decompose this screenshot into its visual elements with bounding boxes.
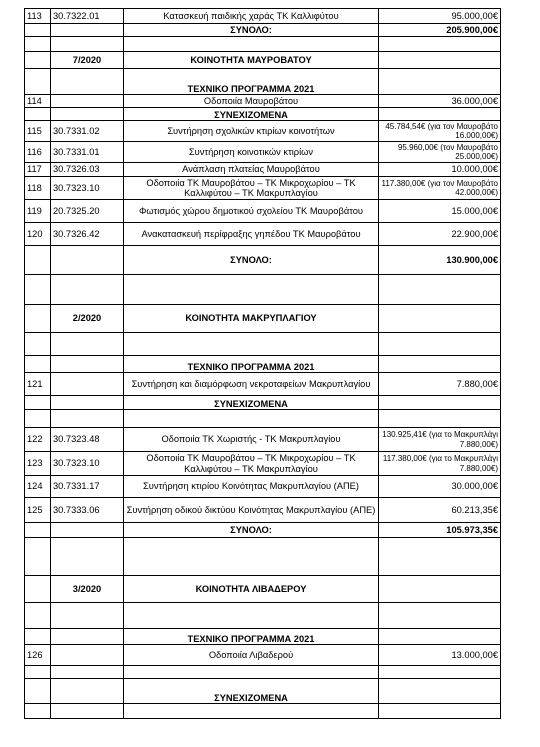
total-amount: 105.973,35€ <box>379 523 501 538</box>
budget-code: 30.7323.10 <box>51 177 124 200</box>
total-label: ΣΥΝΟΛΟ: <box>124 523 379 538</box>
community-name: ΚΟΙΝΟΤΗΤΑ ΜΑΥΡΟΒΑΤΟΥ <box>124 52 379 69</box>
program-title: ΤΕΧΝΙΚΟ ΠΡΟΓΡΑΜΜΑ 2021 <box>124 69 379 95</box>
budget-code <box>51 373 124 396</box>
program-heading-row <box>25 69 501 95</box>
empty-cell <box>25 523 51 538</box>
empty-cell <box>379 356 501 373</box>
table-row <box>25 373 501 396</box>
section-title: ΣΥΝΕΧΙΖΟΜΕΝΑ <box>124 679 379 704</box>
empty-cell <box>51 108 124 121</box>
table-row <box>25 428 501 452</box>
empty-cell <box>51 24 124 37</box>
blank-row <box>25 666 501 679</box>
empty-cell <box>379 629 501 645</box>
item-number: 115 <box>25 121 51 142</box>
item-description: Οδοποιία Λιβαδερού <box>124 645 379 666</box>
empty-cell <box>51 704 124 719</box>
empty-cell <box>25 538 51 576</box>
empty-cell <box>124 704 379 719</box>
program-title: ΤΕΧΝΙΚΟ ΠΡΟΓΡΑΜΜΑ 2021 <box>124 629 379 645</box>
item-description: Συντήρηση κτιρίου Κοινότητας Μακρυπλαγίου (ΑΠΕ) <box>124 476 379 498</box>
section-heading-row <box>25 679 501 704</box>
empty-cell <box>51 356 124 373</box>
empty-cell <box>379 666 501 679</box>
item-number: 123 <box>25 452 51 476</box>
budget-code: 30.7323.10 <box>51 452 124 476</box>
item-number: 113 <box>25 9 51 24</box>
item-description: Οδοποιία ΤΚ Χωριστής - ΤΚ Μακρυπλαγίου <box>124 428 379 452</box>
empty-cell <box>379 108 501 121</box>
item-amount: 30.000,00€ <box>379 476 501 498</box>
table-row <box>25 645 501 666</box>
item-description: Κατασκευή παιδικής χαράς ΤΚ Καλλιφύτου <box>124 9 379 24</box>
item-amount: 15.000,00€ <box>379 200 501 223</box>
empty-cell <box>379 576 501 603</box>
item-number: 116 <box>25 142 51 163</box>
item-number: 126 <box>25 645 51 666</box>
empty-cell <box>51 246 124 275</box>
budget-code: 30.7326.03 <box>51 163 124 177</box>
budget-code <box>51 95 124 108</box>
budget-table-body <box>25 9 501 719</box>
total-amount: 205.900,00€ <box>379 24 501 37</box>
decision-code: 3/2020 <box>51 576 124 603</box>
empty-cell <box>25 246 51 275</box>
blank-row <box>25 603 501 629</box>
empty-cell <box>379 305 501 333</box>
item-number: 118 <box>25 177 51 200</box>
table-row <box>25 9 501 24</box>
item-description: Συντήρηση και διαμόρφωση νεκροταφείων Μακρυπλαγίου <box>124 373 379 396</box>
table-row <box>25 95 501 108</box>
budget-code: 30.7333.06 <box>51 498 124 523</box>
item-description: Οδοποιία Μαυροβάτου <box>124 95 379 108</box>
empty-cell <box>379 538 501 576</box>
item-description: Οδοποιία ΤΚ Μαυροβάτου – ΤΚ Μικροχωρίου – ΤΚ Καλλιφύτου – ΤΚ Μακρυπλαγίου <box>124 177 379 200</box>
empty-cell <box>51 603 124 629</box>
budget-code: 30.7331.01 <box>51 142 124 163</box>
empty-cell <box>124 275 379 305</box>
empty-cell <box>379 69 501 95</box>
budget-table <box>24 8 501 719</box>
table-row <box>25 476 501 498</box>
item-amount: 60.213,35€ <box>379 498 501 523</box>
item-amount: 130.925,41€ (για το Μακρυπλάγι 7.880,00€) <box>379 428 501 452</box>
blank-row <box>25 410 501 428</box>
community-name: ΚΟΙΝΟΤΗΤΑ ΛΙΒΑΔΕΡΟΥ <box>124 576 379 603</box>
decision-code: 2/2020 <box>51 305 124 333</box>
empty-cell <box>51 396 124 410</box>
table-row <box>25 452 501 476</box>
empty-cell <box>25 603 51 629</box>
empty-cell <box>25 666 51 679</box>
empty-cell <box>124 410 379 428</box>
blank-row <box>25 704 501 719</box>
empty-cell <box>25 305 51 333</box>
item-number: 117 <box>25 163 51 177</box>
item-amount: 7.880,00€ <box>379 373 501 396</box>
program-heading-row <box>25 629 501 645</box>
budget-code: 20.7325.20 <box>51 200 124 223</box>
empty-cell <box>25 108 51 121</box>
empty-cell <box>25 333 51 356</box>
section-title: ΣΥΝΕΧΙΖΟΜΕΝΑ <box>124 108 379 121</box>
empty-cell <box>25 679 51 704</box>
empty-cell <box>25 576 51 603</box>
program-title: ΤΕΧΝΙΚΟ ΠΡΟΓΡΑΜΜΑ 2021 <box>124 356 379 373</box>
empty-cell <box>379 37 501 52</box>
item-description: Ανάπλαση πλατείας Μαυροβάτου <box>124 163 379 177</box>
item-number: 114 <box>25 95 51 108</box>
empty-cell <box>379 52 501 69</box>
item-amount: 22.900,00€ <box>379 223 501 246</box>
table-row <box>25 121 501 142</box>
program-heading-row <box>25 356 501 373</box>
total-amount: 130.900,00€ <box>379 246 501 275</box>
item-description: Συντήρηση κοινοτικών κτιρίων <box>124 142 379 163</box>
item-number: 122 <box>25 428 51 452</box>
item-amount: 117.380,00€ (για το Μακρυπλάγι 7.880,00€) <box>379 452 501 476</box>
item-number: 119 <box>25 200 51 223</box>
empty-cell <box>51 629 124 645</box>
empty-cell <box>379 603 501 629</box>
item-amount: 45.784,54€ (για τον Μαυροβάτο 16.000,00€) <box>379 121 501 142</box>
table-row <box>25 200 501 223</box>
empty-cell <box>379 396 501 410</box>
empty-cell <box>25 396 51 410</box>
empty-cell <box>379 410 501 428</box>
item-description: Συντήρηση σχολικών κτιρίων κοινοτήτων <box>124 121 379 142</box>
empty-cell <box>25 704 51 719</box>
total-row <box>25 523 501 538</box>
empty-cell <box>25 410 51 428</box>
empty-cell <box>379 333 501 356</box>
empty-cell <box>51 275 124 305</box>
empty-cell <box>379 679 501 704</box>
table-row <box>25 177 501 200</box>
total-label: ΣΥΝΟΛΟ: <box>124 246 379 275</box>
section-heading-row <box>25 108 501 121</box>
item-amount: 36.000,00€ <box>379 95 501 108</box>
item-amount: 10.000,00€ <box>379 163 501 177</box>
table-row <box>25 142 501 163</box>
blank-row <box>25 333 501 356</box>
item-number: 125 <box>25 498 51 523</box>
budget-code: 30.7326.42 <box>51 223 124 246</box>
empty-cell <box>51 679 124 704</box>
item-number: 124 <box>25 476 51 498</box>
empty-cell <box>51 410 124 428</box>
decision-code: 7/2020 <box>51 52 124 69</box>
item-description: Οδοποιία ΤΚ Μαυροβάτου – ΤΚ Μικροχωρίου – ΤΚ Καλλιφύτου – ΤΚ Μακρυπλαγίου <box>124 452 379 476</box>
item-description: Φωτισμός χώρου δημοτικού σχολείου ΤΚ Μαυροβάτου <box>124 200 379 223</box>
item-description: Συντήρηση οδικού δικτύου Κοινότητας Μακρυπλαγίου (ΑΠΕ) <box>124 498 379 523</box>
empty-cell <box>25 629 51 645</box>
total-label: ΣΥΝΟΛΟ: <box>124 24 379 37</box>
section-title: ΣΥΝΕΧΙΖΟΜΕΝΑ <box>124 396 379 410</box>
budget-code: 30.7331.02 <box>51 121 124 142</box>
empty-cell <box>25 69 51 95</box>
empty-cell <box>25 37 51 52</box>
item-amount: 13.000,00€ <box>379 645 501 666</box>
empty-cell <box>379 704 501 719</box>
empty-cell <box>25 52 51 69</box>
empty-cell <box>51 538 124 576</box>
empty-cell <box>124 333 379 356</box>
empty-cell <box>124 538 379 576</box>
total-row <box>25 246 501 275</box>
blank-row <box>25 37 501 52</box>
total-row <box>25 24 501 37</box>
item-number: 120 <box>25 223 51 246</box>
item-amount: 95.960,00€ (τον Μαυροβάτο 25.000,00€) <box>379 142 501 163</box>
community-name: ΚΟΙΝΟΤΗΤΑ ΜΑΚΡΥΠΛΑΓΙΟΥ <box>124 305 379 333</box>
table-row <box>25 498 501 523</box>
empty-cell <box>25 24 51 37</box>
table-row <box>25 163 501 177</box>
empty-cell <box>25 275 51 305</box>
item-description: Ανακατασκευή περίφραξης γηπέδου ΤΚ Μαυροβάτου <box>124 223 379 246</box>
budget-code: 30.7322.01 <box>51 9 124 24</box>
empty-cell <box>51 523 124 538</box>
item-amount: 95.000,00€ <box>379 9 501 24</box>
budget-code: 30.7323.48 <box>51 428 124 452</box>
empty-cell <box>51 666 124 679</box>
budget-code <box>51 645 124 666</box>
empty-cell <box>379 275 501 305</box>
blank-row <box>25 538 501 576</box>
community-header-row <box>25 305 501 333</box>
community-header-row <box>25 576 501 603</box>
table-row <box>25 223 501 246</box>
item-number: 121 <box>25 373 51 396</box>
empty-cell <box>51 333 124 356</box>
section-heading-row <box>25 396 501 410</box>
empty-cell <box>124 37 379 52</box>
empty-cell <box>124 603 379 629</box>
item-amount: 117.380,00€ (για τον Μαυροβάτο 42.000,00€) <box>379 177 501 200</box>
empty-cell <box>51 69 124 95</box>
budget-code: 30.7331.17 <box>51 476 124 498</box>
blank-row <box>25 275 501 305</box>
empty-cell <box>124 666 379 679</box>
empty-cell <box>25 356 51 373</box>
empty-cell <box>51 37 124 52</box>
community-header-row <box>25 52 501 69</box>
